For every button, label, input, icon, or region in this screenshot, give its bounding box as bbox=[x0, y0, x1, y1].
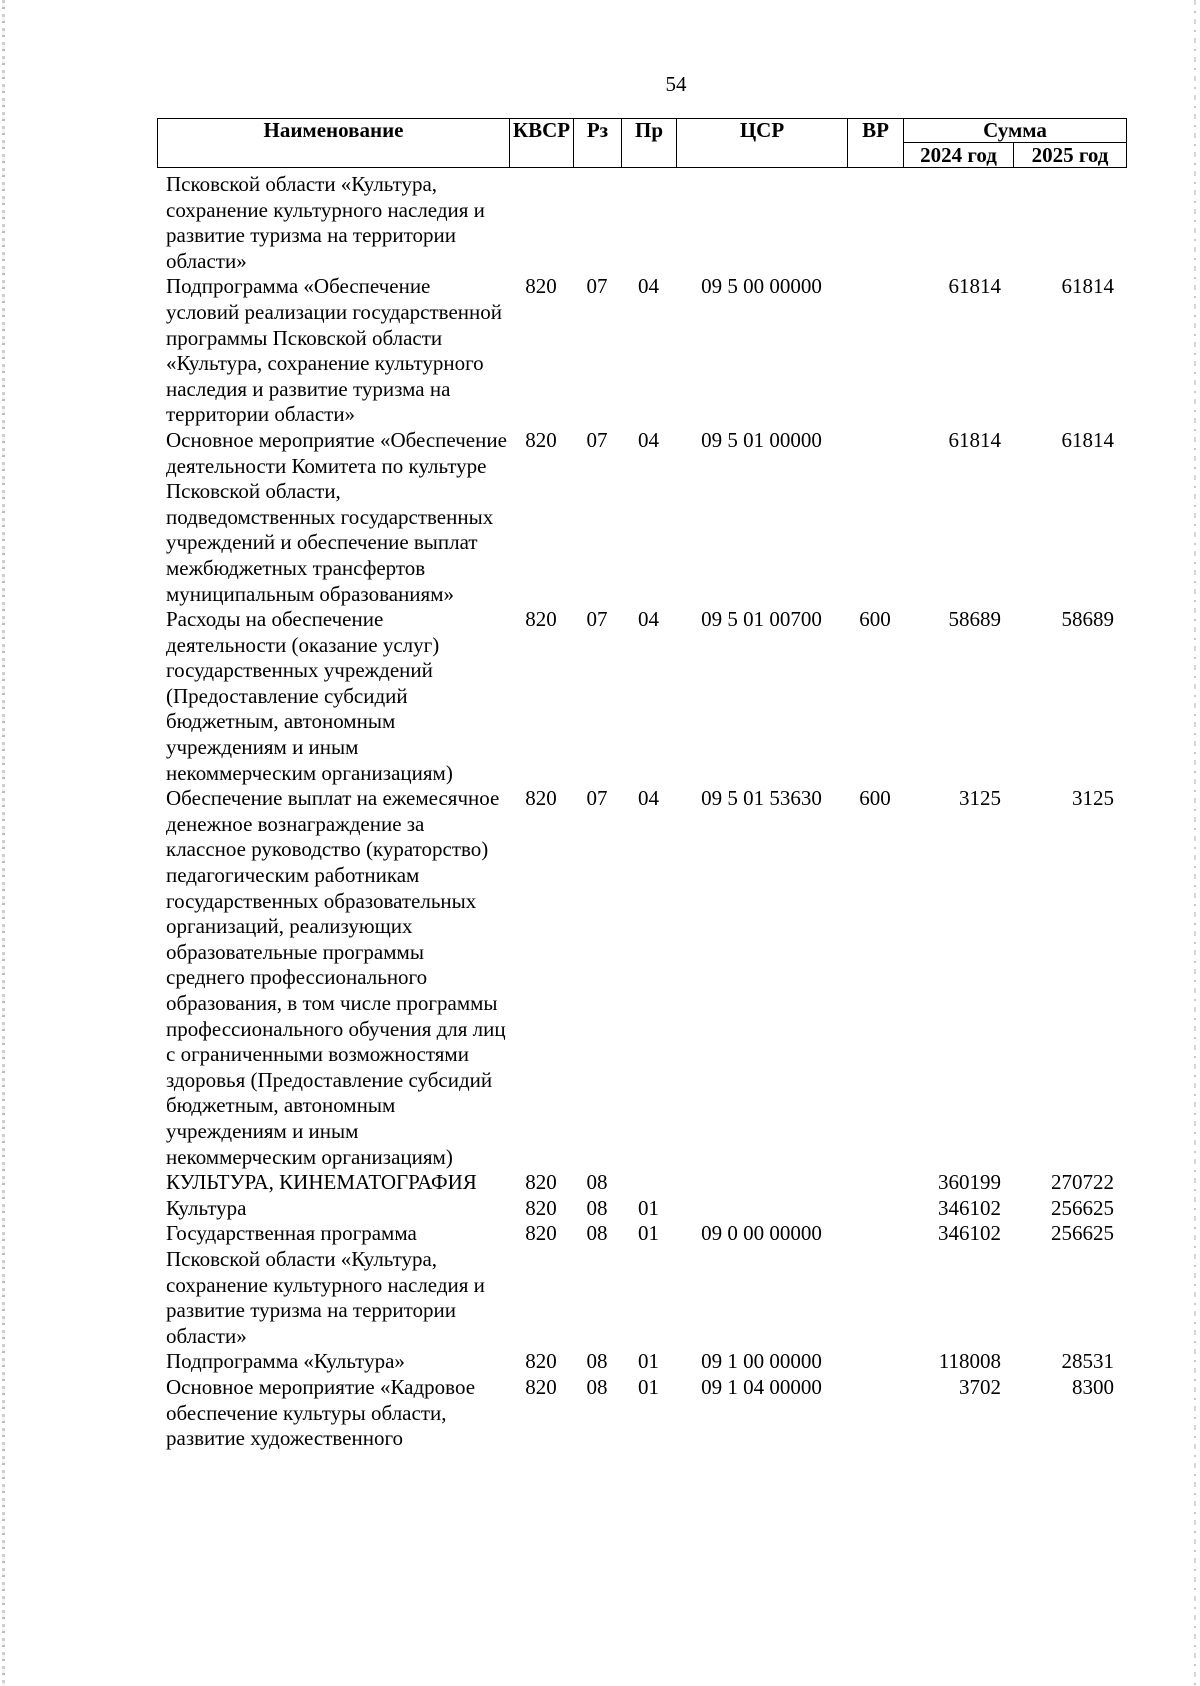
row-sum-2024: 118008 bbox=[938, 1349, 1001, 1374]
row-csr bbox=[676, 172, 847, 274]
row-csr: 09 5 01 53630 bbox=[701, 786, 822, 811]
page-number: 54 bbox=[665, 72, 687, 96]
row-sum-2025: 8300 bbox=[1072, 1374, 1114, 1399]
row-csr: 09 5 01 00000 bbox=[701, 427, 822, 452]
row-name: Основное мероприятие «Обеспечение деятельности Комитета по культуре Псковской области, подведомственных государственных учреждений и обеспечение выплат межбюджетных трансфертов муниципальным образованиям» bbox=[166, 427, 507, 606]
row-name: Государственная программа Псковской области «Культура, сохранение культурного наследия и развитие туризма на территории области» bbox=[166, 1221, 485, 1348]
row-pr: 04 bbox=[638, 274, 659, 299]
row-sum-2025: 256625 bbox=[1051, 1195, 1114, 1220]
row-pr: 01 bbox=[638, 1349, 659, 1374]
row-pr: 04 bbox=[638, 427, 659, 452]
row-vr bbox=[847, 1349, 903, 1375]
row-kvsr: 820 bbox=[525, 1221, 557, 1246]
row-sum-2025: 61814 bbox=[1061, 427, 1114, 452]
row-name: Подпрограмма «Обеспечение условий реализации государственной программы Псковской области «Культура, сохранение культурного наследия и развитие туризма на территории области» bbox=[166, 274, 502, 427]
row-sum-2024: 61814 bbox=[948, 427, 1001, 452]
row-rz: 08 bbox=[586, 1221, 608, 1246]
row-vr: 600 bbox=[859, 607, 891, 632]
row-rz: 07 bbox=[586, 786, 608, 811]
row-kvsr: 820 bbox=[525, 607, 557, 632]
row-rz: 08 bbox=[586, 1349, 608, 1374]
row-name: Обеспечение выплат на ежемесячное денежное вознаграждение за классное руководство (кураторство) педагогическим работникам государственных образовательных организаций, реализующих образовательные программы среднего профессионального образования, в том числе программы профессионального обучения для лиц с ограниченными возможностями здоровья (Предоставление субсидий бюджетным, автономным учреждениям и иным некоммерческим организациям) bbox=[166, 786, 506, 1169]
header-pr: Пр bbox=[622, 119, 677, 168]
header-csr: ЦСР bbox=[677, 119, 848, 168]
row-name: Псковской области «Культура, сохранение культурного наследия и развитие туризма на территории области» bbox=[166, 172, 485, 273]
table-header bbox=[157, 118, 1127, 168]
row-csr: 09 1 04 00000 bbox=[701, 1374, 822, 1399]
row-sum-2025: 58689 bbox=[1061, 607, 1114, 632]
row-kvsr: 820 bbox=[525, 1195, 557, 1220]
row-name: Расходы на обеспечение деятельности (оказание услуг) государственных учреждений (Предоставление субсидий бюджетным, автономным учреждениям и иным некоммерческим организациям) bbox=[166, 607, 453, 785]
row-sum-2024: 346102 bbox=[938, 1221, 1001, 1246]
table-row bbox=[157, 1349, 1126, 1375]
header-vr: ВР bbox=[848, 119, 904, 168]
row-rz: 07 bbox=[586, 274, 608, 299]
row-sum-2024: 360199 bbox=[938, 1170, 1001, 1195]
row-vr bbox=[847, 1196, 903, 1222]
row-sum-2025: 256625 bbox=[1051, 1221, 1114, 1246]
row-sum-2025: 28531 bbox=[1061, 1349, 1114, 1374]
row-rz: 08 bbox=[586, 1374, 608, 1399]
table-row bbox=[157, 428, 1126, 607]
row-rz: 07 bbox=[586, 607, 608, 632]
row-pr bbox=[621, 172, 676, 274]
row-rz bbox=[573, 172, 621, 274]
row-vr bbox=[847, 1221, 903, 1349]
row-csr: 09 5 00 00000 bbox=[701, 274, 822, 299]
row-kvsr: 820 bbox=[525, 1349, 557, 1374]
row-vr bbox=[847, 1375, 903, 1452]
row-kvsr: 820 bbox=[525, 786, 557, 811]
row-sum-2025: 61814 bbox=[1061, 274, 1114, 299]
row-sum-2024: 346102 bbox=[938, 1195, 1001, 1220]
row-pr bbox=[621, 1170, 676, 1196]
row-sum-2024: 58689 bbox=[948, 607, 1001, 632]
table-row bbox=[157, 172, 1126, 274]
row-name: КУЛЬТУРА, КИНЕМАТОГРАФИЯ bbox=[166, 1170, 477, 1195]
header-name: Наименование bbox=[158, 119, 510, 168]
row-sum-2025: 270722 bbox=[1051, 1170, 1114, 1195]
table-row bbox=[157, 1196, 1126, 1222]
budget-table bbox=[157, 172, 1126, 1452]
scan-edge-left bbox=[2, 0, 5, 1686]
row-vr bbox=[847, 1170, 903, 1196]
row-pr: 04 bbox=[638, 786, 659, 811]
table-row bbox=[157, 1375, 1126, 1452]
row-csr bbox=[676, 1196, 847, 1222]
row-kvsr bbox=[509, 172, 573, 274]
row-csr: 09 1 00 00000 bbox=[701, 1349, 822, 1374]
header-year-2024: 2024 год bbox=[904, 143, 1014, 168]
row-sum-2024: 3125 bbox=[959, 786, 1001, 811]
table-row bbox=[157, 1221, 1126, 1349]
row-pr: 04 bbox=[638, 607, 659, 632]
table-body bbox=[157, 172, 1126, 1452]
header-rz: Рз bbox=[574, 119, 622, 168]
row-rz: 07 bbox=[586, 427, 608, 452]
row-sum-2024 bbox=[903, 172, 1013, 274]
row-vr bbox=[847, 428, 903, 607]
row-name: Культура bbox=[166, 1195, 247, 1220]
row-name: Подпрограмма «Культура» bbox=[166, 1349, 405, 1374]
row-pr: 01 bbox=[638, 1374, 659, 1399]
row-csr: 09 0 00 00000 bbox=[701, 1221, 822, 1246]
row-sum-2024: 61814 bbox=[948, 274, 1001, 299]
row-vr: 600 bbox=[859, 786, 891, 811]
row-vr bbox=[847, 274, 903, 428]
header-sum: Сумма bbox=[904, 119, 1127, 143]
table-row bbox=[157, 786, 1126, 1170]
table-row bbox=[157, 1170, 1126, 1196]
row-kvsr: 820 bbox=[525, 1374, 557, 1399]
scan-edge-right bbox=[1194, 0, 1196, 1686]
row-kvsr: 820 bbox=[525, 274, 557, 299]
row-sum-2024: 3702 bbox=[959, 1374, 1001, 1399]
row-name: Основное мероприятие «Кадровое обеспечение культуры области, развитие художественного bbox=[166, 1374, 476, 1451]
row-kvsr: 820 bbox=[525, 427, 557, 452]
row-rz: 08 bbox=[586, 1170, 608, 1195]
row-kvsr: 820 bbox=[525, 1170, 557, 1195]
row-csr bbox=[676, 1170, 847, 1196]
row-csr: 09 5 01 00700 bbox=[701, 607, 822, 632]
row-vr bbox=[847, 172, 903, 274]
table-row bbox=[157, 607, 1126, 786]
row-rz: 08 bbox=[586, 1195, 608, 1220]
header-kvsr: КВСР bbox=[510, 119, 574, 168]
header-year-2025: 2025 год bbox=[1014, 143, 1127, 168]
row-pr: 01 bbox=[638, 1195, 659, 1220]
table-row bbox=[157, 274, 1126, 428]
row-sum-2025: 3125 bbox=[1072, 786, 1114, 811]
row-sum-2025 bbox=[1013, 172, 1126, 274]
row-pr: 01 bbox=[638, 1221, 659, 1246]
